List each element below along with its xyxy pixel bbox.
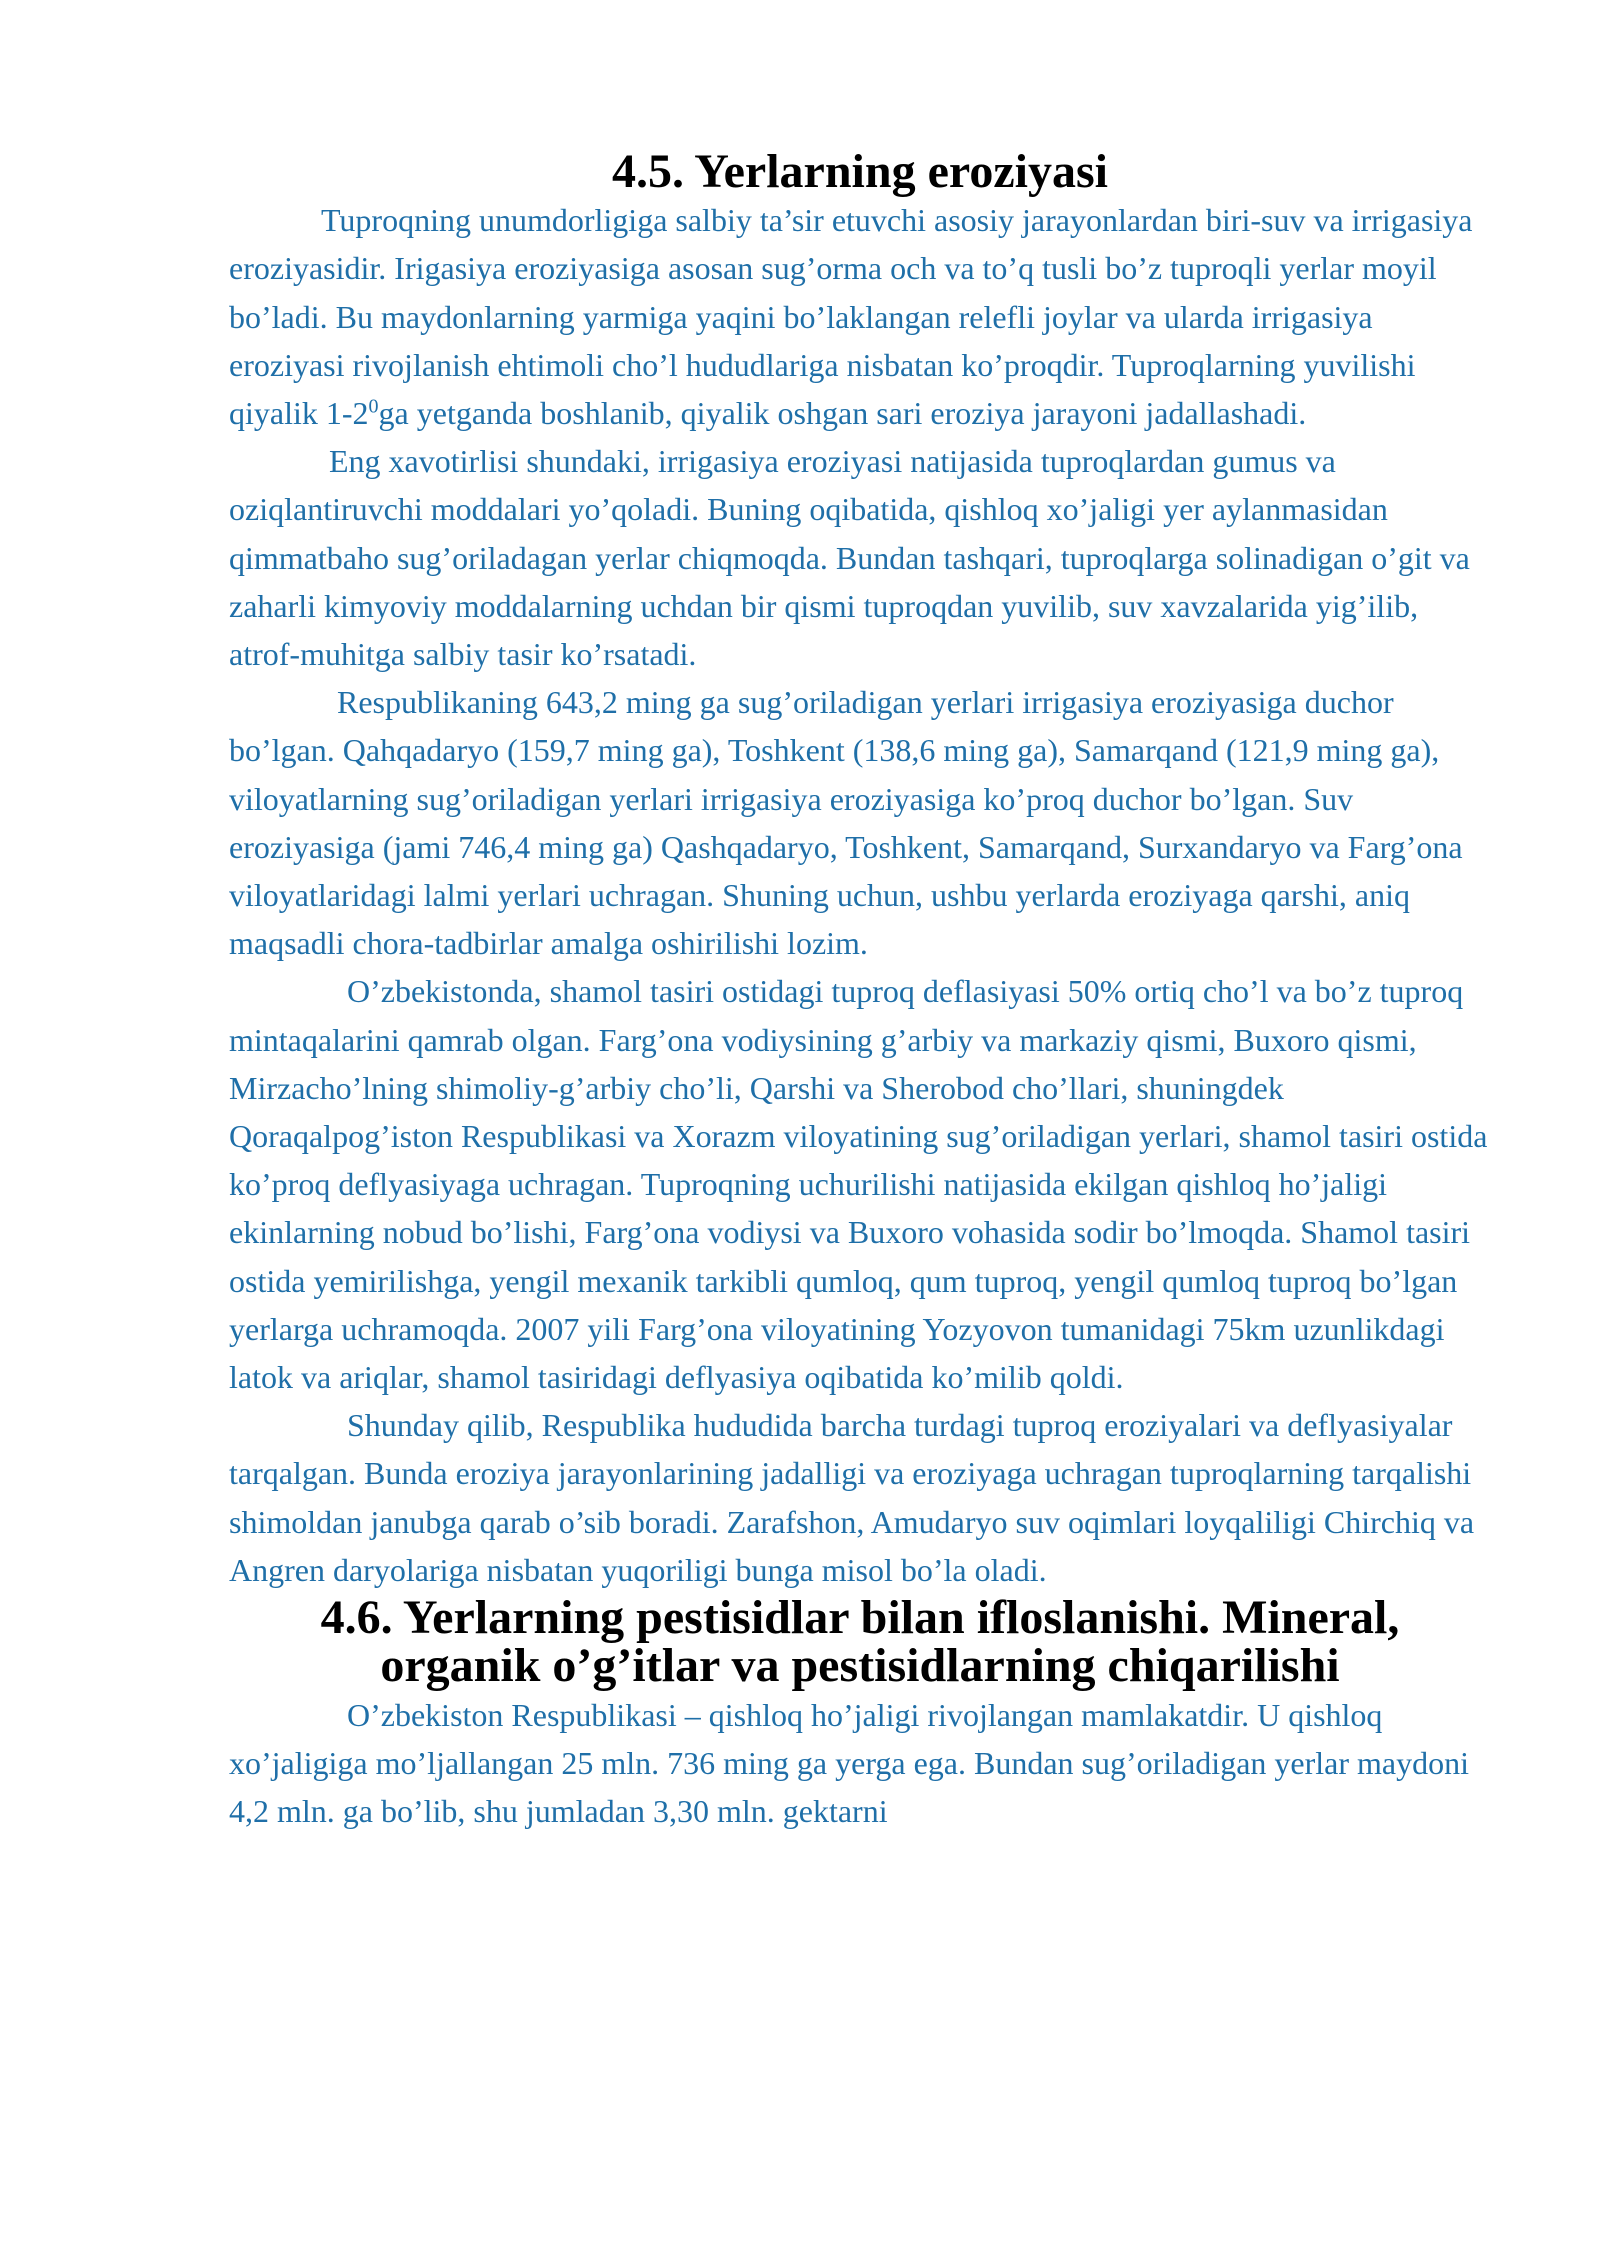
degree-superscript: 0 — [368, 395, 379, 418]
paragraph-irrigation-erosion — [229, 196, 1491, 437]
paragraph-agriculture: O’zbekiston Respublikasi – qishloq ho’jaligi rivojlangan mamlakatdir. U qishloq xo’jaligiga mo’ljallangan 25 mln. 736 ming ga yerga ega. Bundan sug’oriladigan yerlar maydoni 4,2 mln. ga bo’lib, shu jumladan 3,30 mln. gektarni — [229, 1696, 1469, 1829]
paragraph-conclusion: Shunday qilib, Respublika hududida barcha turdagi tuproq eroziyalari va deflyasiyalar tarqalgan. Bunda eroziya jarayonlarining jadalligi va eroziyaga uchragan tuproqlarning tarqalishi shimoldan janubga qarab o’sib boradi. Zarafshon, Amudaryo suv oqimlari loyqaliligi Chirchiq va Angren daryolariga nisbatan yuqoriligi bunga misol bo’la oladi. — [229, 1407, 1475, 1588]
paragraph-humus-loss: Eng xavotirlisi shundaki, irrigasiya eroziyasi natijasida tuproqlardan gumus va oziqlantiruvchi moddalari yo’qoladi. Buning oqibatida, qishloq xo’jaligi yer aylanmasidan qimmatbaho sug’oriladagan yerlar chiqmoqda. Bundan tashqari, tuproqlarga solinadigan o’git va zaharli kimyoviy moddalarning uchdan bir qismi tuproqdan yuvilib, suv xavzalarida yig’ilib, atrof-muhitga salbiy tasir ko’rsatadi. — [229, 443, 1470, 673]
document-page — [229, 145, 1491, 1835]
section-heading-4-5: 4.5. Yerlarning eroziyasi — [612, 145, 1108, 198]
paragraph-text-tail: ga yetganda boshlanib, qiyalik oshgan sari eroziya jarayoni jadallashadi. — [378, 395, 1307, 432]
paragraph-deflation: O’zbekistonda, shamol tasiri ostidagi tuproq deflasiyasi 50% ortiq cho’l va bo’z tuproq mintaqalarini qamrab olgan. Farg’ona vodiysining g’arbiy va markaziy qismi, Buxoro qismi, Mirzacho’lning shimoliy-g’arbiy cho’li, Qarshi va Sherobod cho’llari, shuningdek Qoraqalpog’iston Respublikasi va Xorazm viloyatining sug’oriladigan yerlari, shamol tasiri ostida ko’proq deflyasiyaga uchragan. Tuproqning uchurilishi natijasida ekilgan qishloq ho’jaligi ekinlarning nobud bo’lishi, Farg’ona vodiysi va Buxoro vohasida sodir bo’lmoqda. Shamol tasiri ostida yemirilishga, yengil mexanik tarkibli qumloq, qum tuproq, yengil qumloq tuproq bo’lgan yerlarga uchramoqda. 2007 yili Farg’ona viloyatining Yozyovon tumanidagi 75km uzunlikdagi latok va ariqlar, shamol tasiridagi deflyasiya oqibatida ko’milib qoldi. — [229, 973, 1488, 1396]
section-heading-4-6: 4.6. Yerlarning pestisidlar bilan ifloslanishi. Mineral, organik o’g’itlar va pestisidlarning chiqarilishi — [320, 1591, 1400, 1693]
paragraph-republic-statistics: Respublikaning 643,2 ming ga sug’oriladigan yerlari irrigasiya eroziyasiga duchor bo’lgan. Qahqadaryo (159,7 ming ga), Toshkent (138,6 ming ga), Samarqand (121,9 ming ga), viloyatlarning sug’oriladigan yerlari irrigasiya eroziyasiga ko’proq duchor bo’lgan. Suv eroziyasiga (jami 746,4 ming ga) Qashqadaryo, Toshkent, Samarqand, Surxandaryo va Farg’ona viloyatlaridagi lalmi yerlari uchragan. Shuning uchun, ushbu yerlarda eroziyaga qarshi, aniq maqsadli chora-tadbirlar amalga oshirilishi lozim. — [229, 684, 1463, 962]
paragraph-text: Tuproqning unumdorligiga salbiy ta’sir etuvchi asosiy jarayonlardan biri-suv va irrigasiya eroziyasidir. Irigasiya eroziyasiga asosan sug’orma och va to’q tusli bo’z tuproqli yerlar moyil bo’ladi. Bu maydonlarning yarmiga yaqini bo’laklangan relefli joylar va ularda irrigasiya eroziyasi rivojlanish ehtimoli cho’l hududlariga nisbatan ko’proqdir. Tuproqlarning yuvilishi qiyalik 1-2 — [229, 202, 1473, 432]
